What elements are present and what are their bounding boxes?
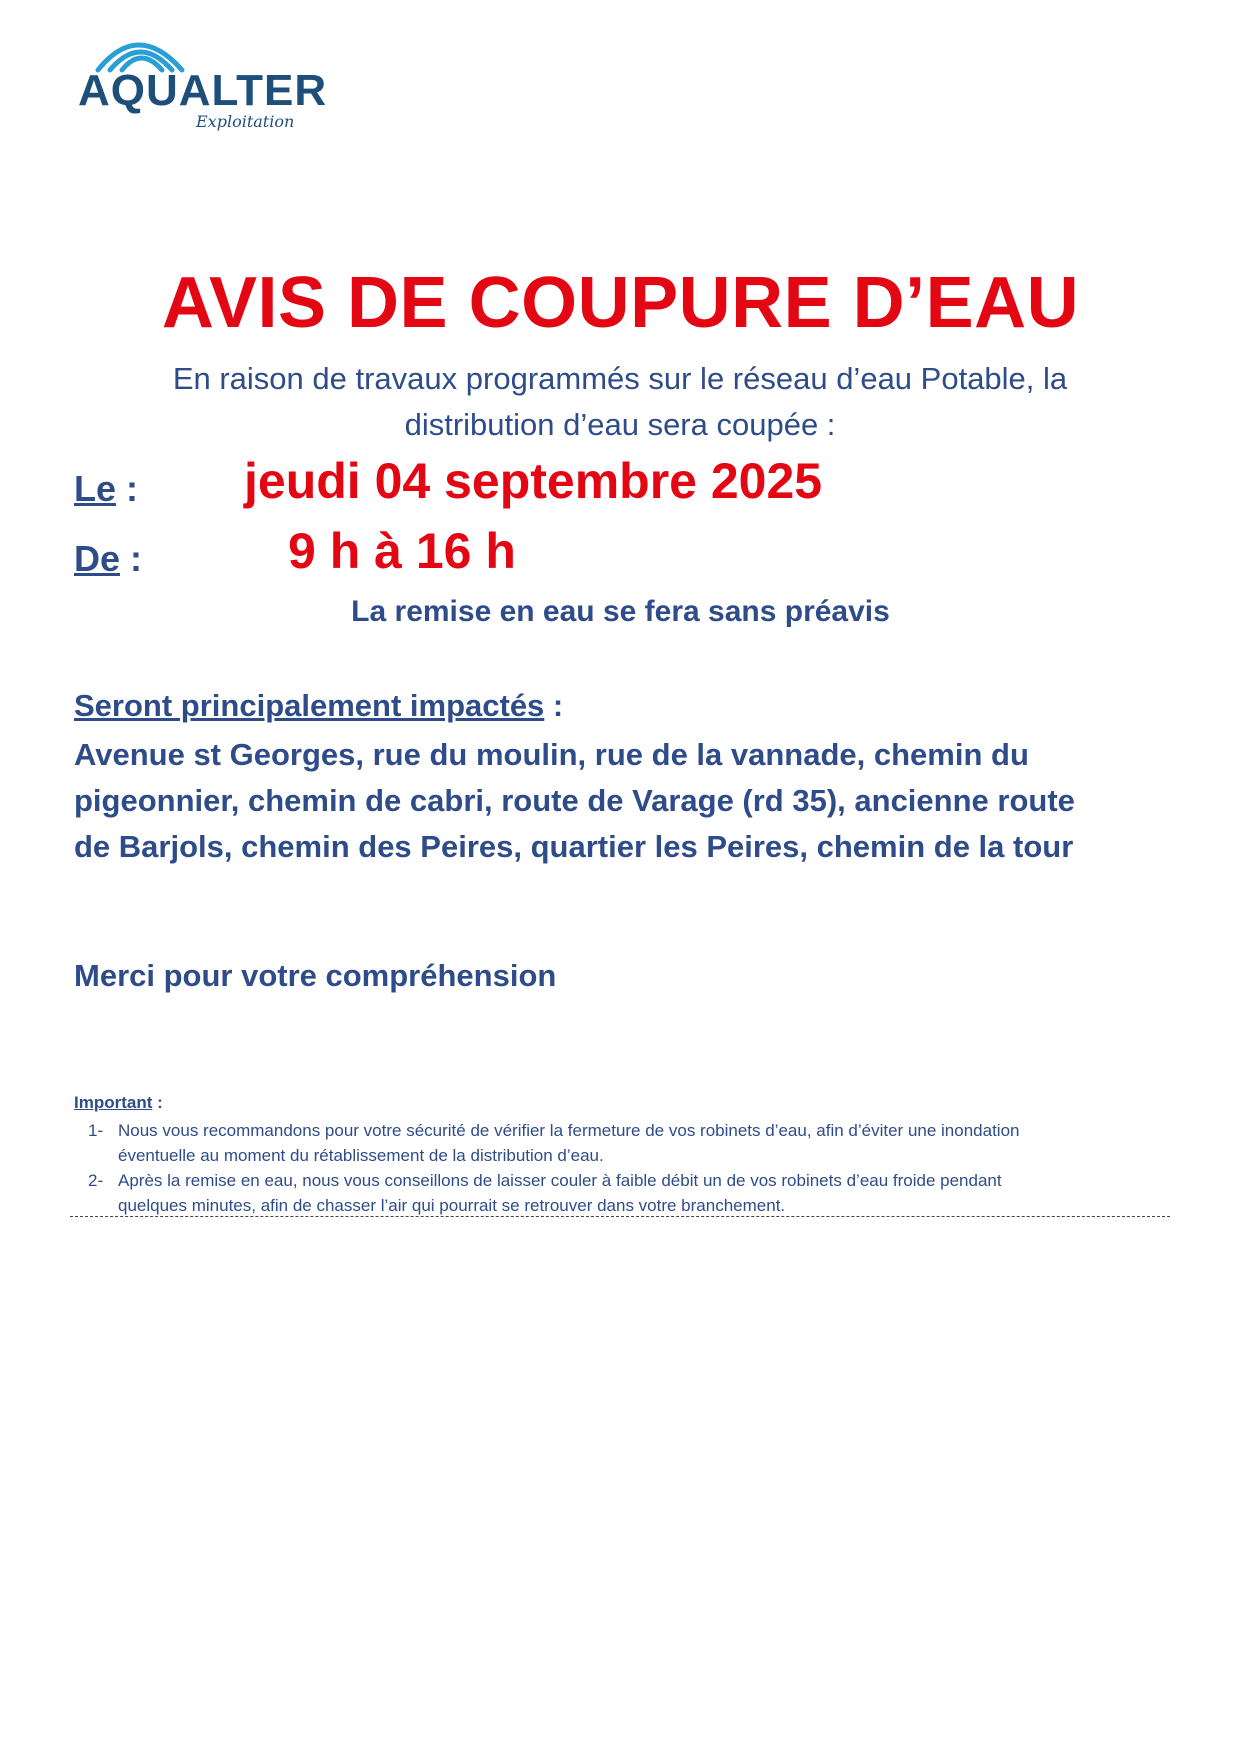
note-line: Après la remise en eau, nous vous conseillons de laisser couler à faible débit un de vos robinets d’eau froide pendant xyxy=(118,1171,1002,1190)
page-title: AVIS DE COUPURE D’EAU xyxy=(161,263,1080,343)
note-line: Nous vous recommandons pour votre sécurité de vérifier la fermeture de vos robinets d’eau, afin d’éviter une inondation xyxy=(118,1121,1020,1140)
intro-line-1: En raison de travaux programmés sur le réseau d’eau Potable, la xyxy=(172,361,1068,396)
note-line: quelques minutes, afin de chasser l’air qui pourrait se retrouver dans votre branchement. xyxy=(118,1196,786,1215)
time-label-sep: : xyxy=(120,538,143,579)
intro-text xyxy=(90,356,1150,448)
note-item xyxy=(74,1168,1164,1218)
logo-subtitle: Exploitation xyxy=(196,112,295,131)
time-label-text: De xyxy=(74,538,121,579)
streets-line-2: pigeonnier, chemin de cabri, route de Varage (rd 35), ancienne route xyxy=(74,783,1075,818)
intro-line-2: distribution d’eau sera coupée : xyxy=(404,407,836,442)
important-label-text: Important xyxy=(74,1093,153,1112)
date-label-sep: : xyxy=(116,468,139,509)
impact-heading xyxy=(74,688,563,724)
important-label xyxy=(74,1093,163,1113)
note-item xyxy=(74,1118,1164,1168)
impacted-streets xyxy=(74,732,1174,870)
important-notes xyxy=(74,1118,1164,1218)
streets-line-3: de Barjols, chemin des Peires, quartier les Peires, chemin de la tour xyxy=(74,829,1074,864)
time-value: 9 h à 16 h xyxy=(288,523,516,579)
note-number: 2- xyxy=(88,1171,104,1190)
streets-line-1: Avenue st Georges, rue du moulin, rue de la vannade, chemin du xyxy=(74,737,1029,772)
impact-heading-sep: : xyxy=(544,688,564,723)
date-value: jeudi 04 septembre 2025 xyxy=(244,453,823,509)
note-line: éventuelle au moment du rétablissement de la distribution d’eau. xyxy=(118,1146,604,1165)
date-label-text: Le xyxy=(74,468,117,509)
logo-brand: AQUALTER xyxy=(78,66,328,115)
note-number: 1- xyxy=(88,1121,104,1140)
impact-heading-text: Seront principalement impactés xyxy=(74,688,545,723)
date-label xyxy=(74,468,138,510)
aqualter-logo xyxy=(78,26,328,136)
time-label xyxy=(74,538,142,580)
thanks-text: Merci pour votre compréhension xyxy=(74,958,557,993)
important-label-sep: : xyxy=(152,1093,163,1112)
remise-notice: La remise en eau se fera sans préavis xyxy=(351,595,890,628)
dotted-divider xyxy=(70,1216,1170,1217)
